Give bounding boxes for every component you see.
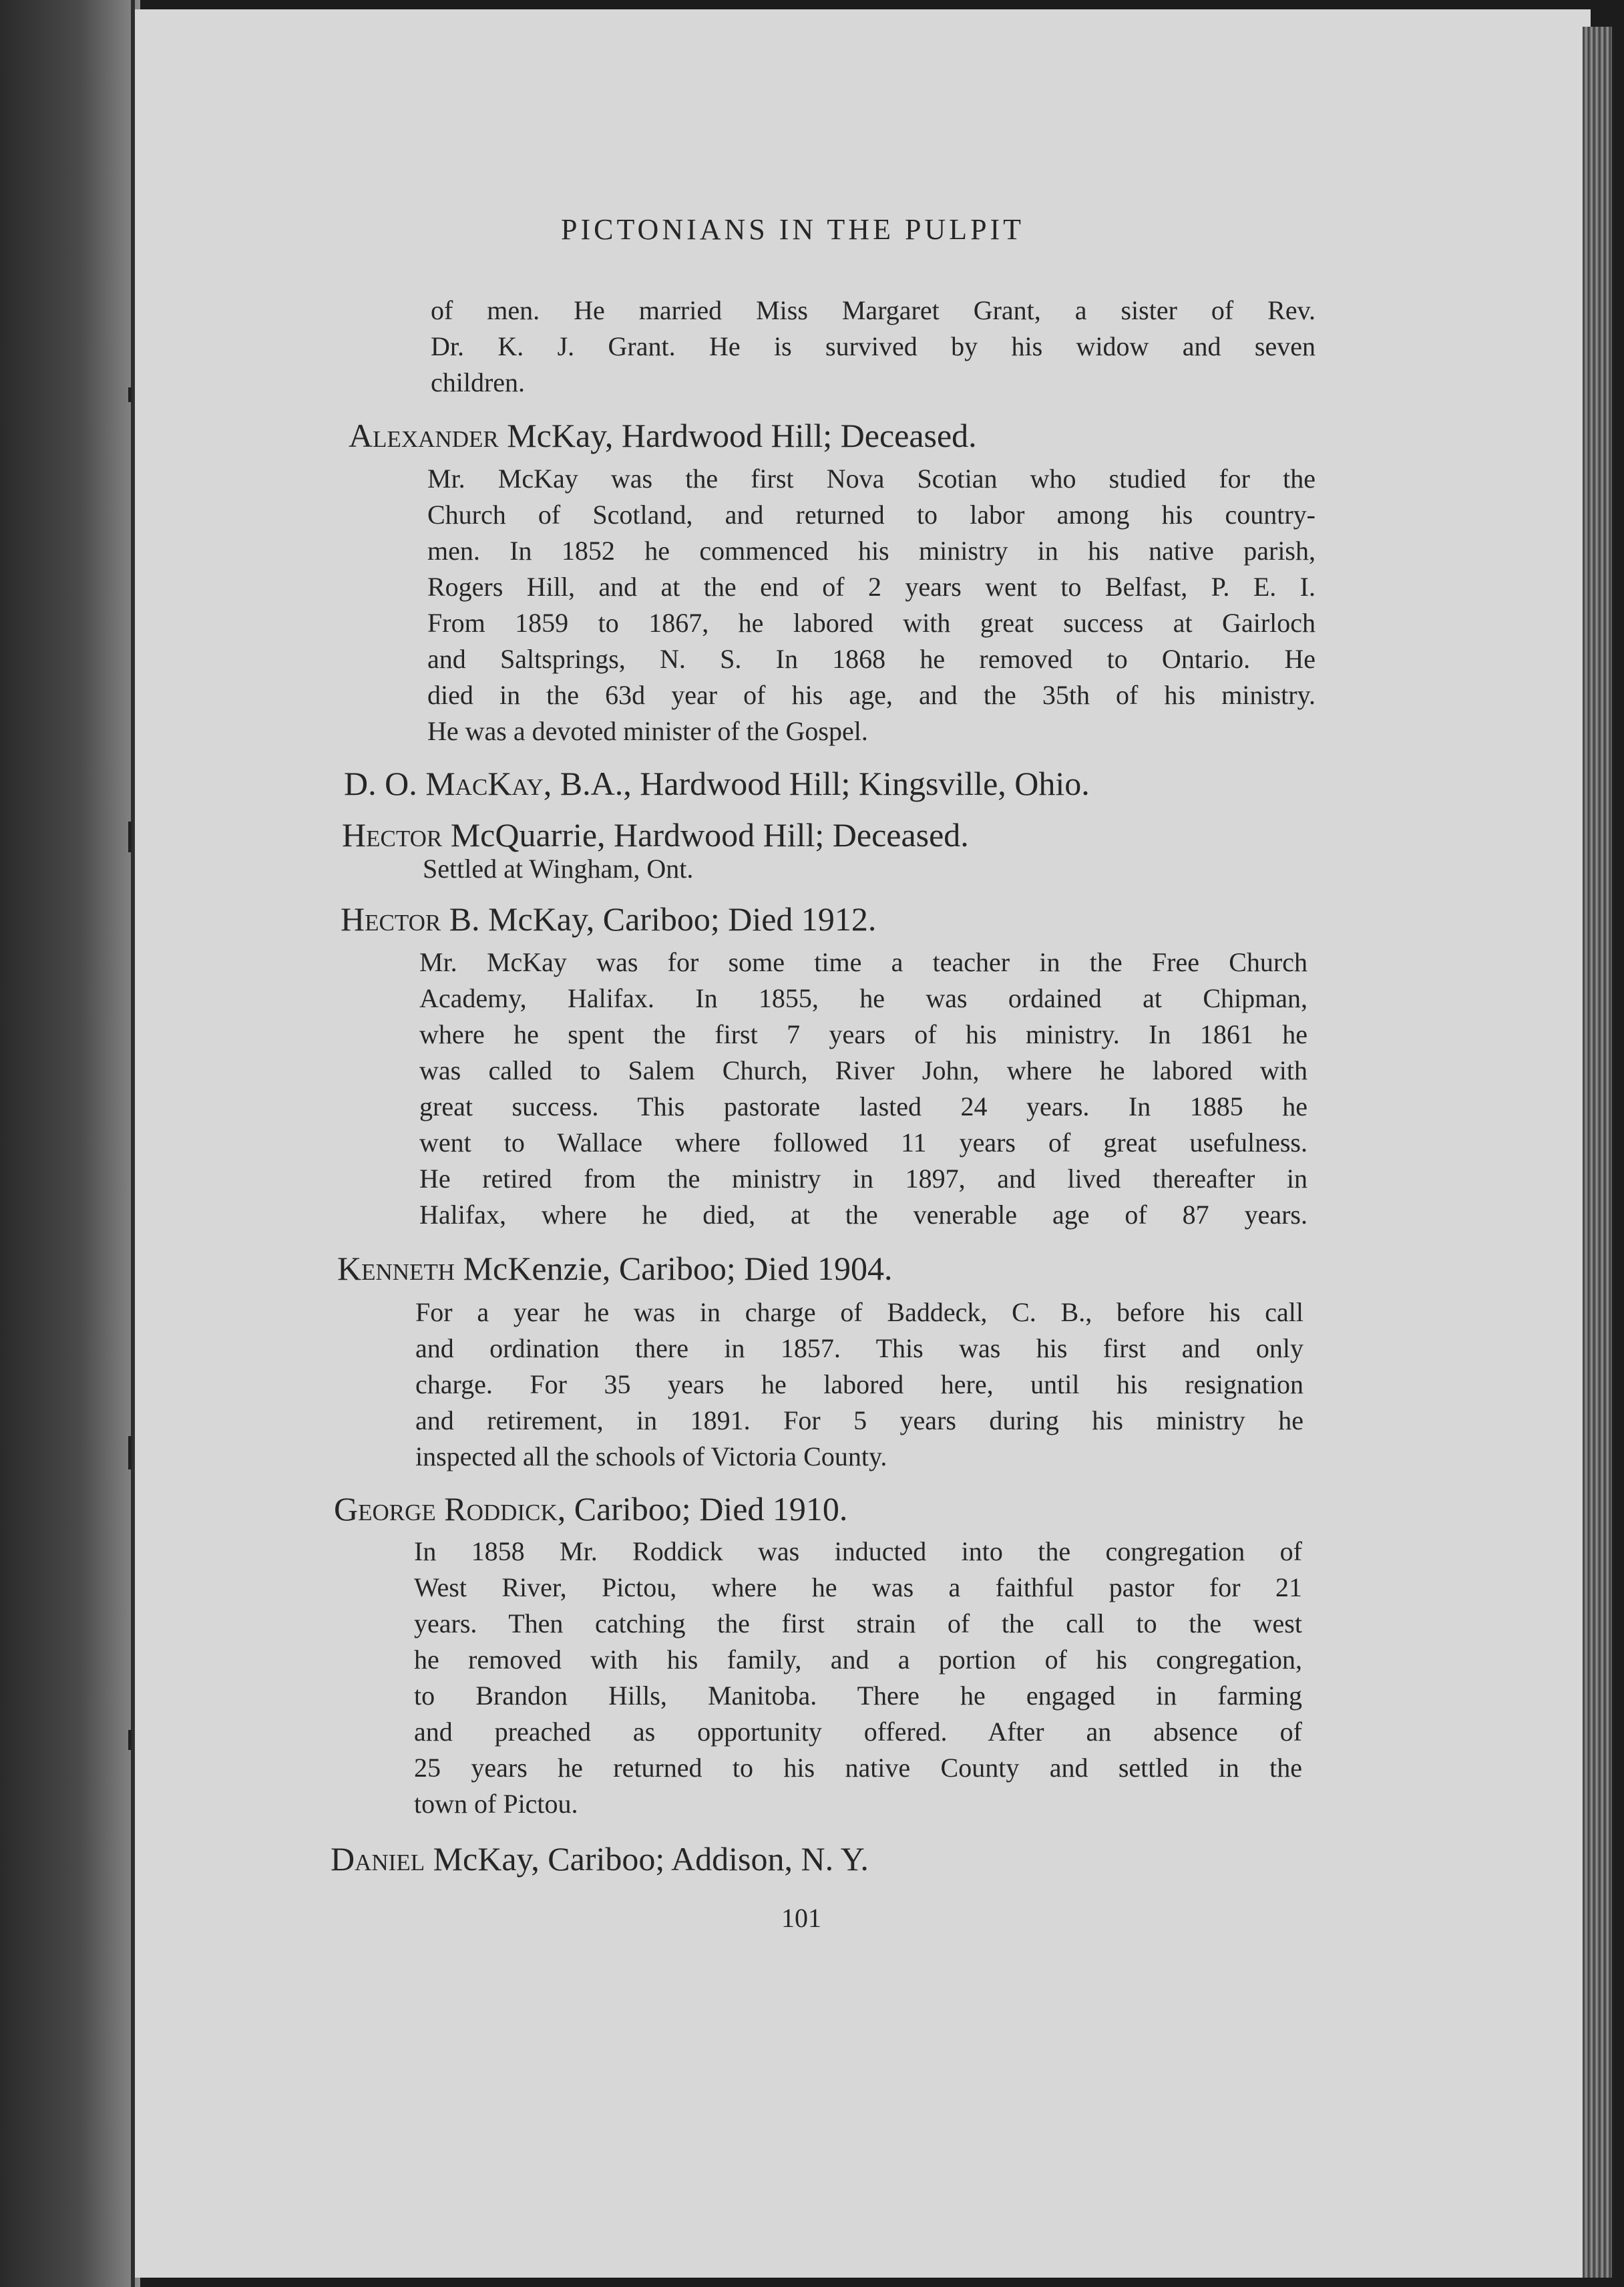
text-line: children. <box>431 367 526 397</box>
text-line: charge. For 35 years he labored here, until his resignation <box>415 1369 1303 1399</box>
text-line: great success. This pastorate lasted 24 years. In 1885 he <box>419 1091 1307 1121</box>
running-head: PICTONIANS IN THE PULPIT <box>561 213 1025 246</box>
entry-name: McKay, <box>507 417 614 454</box>
text-line: Halifax, where he died, at the venerable age of 87 years. <box>419 1200 1307 1230</box>
entry-name: McQuarrie, <box>450 816 606 854</box>
entry-name: Hector <box>342 816 443 854</box>
text-line: died in the 63d year of his age, and the 35th of his ministry. <box>427 680 1315 710</box>
text-line: to Brandon Hills, Manitoba. There he engaged in farming <box>414 1681 1302 1711</box>
text-line: Dr. K. J. Grant. He is survived by his widow and seven <box>431 331 1315 361</box>
text-line: town of Pictou. <box>414 1789 578 1819</box>
entry-name: McKay, <box>433 1840 540 1878</box>
page-number: 101 <box>781 1903 821 1933</box>
continuation-paragraph <box>431 293 1315 401</box>
text-line: Mr. McKay was for some time a teacher in the Free Church <box>419 947 1307 977</box>
text-line: of men. He married Miss Margaret Grant, a sister of Rev. <box>431 295 1315 325</box>
entry-name: Alexander <box>349 417 499 454</box>
text-line: years. Then catching the first strain of the call to the west <box>414 1608 1302 1638</box>
entry-body <box>423 851 1311 887</box>
text-line: For a year he was in charge of Baddeck, C. B., before his call <box>415 1297 1303 1327</box>
text-line: inspected all the schools of Victoria County. <box>415 1441 887 1471</box>
entry-place-status: Cariboo; Died 1912. <box>602 900 877 938</box>
entry-place-status: Cariboo; Addison, N. Y. <box>548 1840 869 1878</box>
text-line: He was a devoted minister of the Gospel. <box>427 716 868 746</box>
entry-place-status: Cariboo; Died 1904. <box>618 1250 893 1287</box>
entry-name: B.A., <box>560 765 632 802</box>
text-line: West River, Pictou, where he was a faithful pastor for 21 <box>414 1572 1302 1602</box>
text-line: From 1859 to 1867, he labored with great success at Gairloch <box>427 608 1315 638</box>
entry-body <box>419 944 1307 1233</box>
entry-name: Daniel <box>331 1840 425 1878</box>
text-line: and Saltsprings, N. S. In 1868 he removed to Ontario. He <box>427 644 1315 674</box>
entry-place-status: Hardwood Hill; Kingsville, Ohio. <box>640 765 1090 802</box>
entry-place-status: Hardwood Hill; Deceased. <box>621 417 977 454</box>
text-line: In 1858 Mr. Roddick was inducted into the congregation of <box>414 1536 1302 1566</box>
entry-place-status: Hardwood Hill; Deceased. <box>614 816 969 854</box>
text-line: Academy, Halifax. In 1855, he was ordained at Chipman, <box>419 983 1307 1013</box>
entry-heading <box>337 1248 892 1289</box>
text-line: and preached as opportunity offered. After an absence of <box>414 1717 1302 1747</box>
entry-heading <box>342 814 969 856</box>
text-line: was called to Salem Church, River John, where he labored with <box>419 1055 1307 1085</box>
entry-heading <box>341 898 876 940</box>
entry-name: B. McKay, <box>449 900 595 938</box>
text-line: Church of Scotland, and returned to labor among his country- <box>427 500 1315 530</box>
entry-name: Hector <box>341 900 441 938</box>
text-line: Settled at Wingham, Ont. <box>423 854 694 884</box>
text-line: He retired from the ministry in 1897, and lived thereafter in <box>419 1164 1307 1194</box>
text-line: and retirement, in 1891. For 5 years during his ministry he <box>415 1405 1303 1435</box>
entry-name: McKenzie, <box>463 1250 611 1287</box>
entry-body <box>414 1534 1302 1822</box>
text-line: went to Wallace where followed 11 years of great usefulness. <box>419 1127 1307 1158</box>
entry-body <box>415 1294 1303 1475</box>
text-line: and ordination there in 1857. This was his first and only <box>415 1333 1303 1363</box>
entry-name: Kenneth <box>337 1250 455 1287</box>
text-line: Mr. McKay was the first Nova Scotian who studied for the <box>427 464 1315 494</box>
entry-heading <box>331 1838 869 1880</box>
text-line: he removed with his family, and a portion of his congregation, <box>414 1644 1302 1675</box>
entry-heading <box>334 1488 847 1530</box>
text-line: Rogers Hill, and at the end of 2 years went to Belfast, P. E. I. <box>427 572 1315 602</box>
entry-heading <box>349 415 977 456</box>
entry-body <box>427 461 1315 749</box>
entry-heading <box>344 763 1090 804</box>
text-line: 25 years he returned to his native County and settled in the <box>414 1753 1302 1783</box>
entry-name: George Roddick, <box>334 1490 566 1528</box>
entry-name: D. O. MacKay, <box>344 765 552 802</box>
entry-place-status: Cariboo; Died 1910. <box>574 1490 848 1528</box>
text-line: where he spent the first 7 years of his ministry. In 1861 he <box>419 1019 1307 1049</box>
text-line: men. In 1852 he commenced his ministry in his native parish, <box>427 536 1315 566</box>
